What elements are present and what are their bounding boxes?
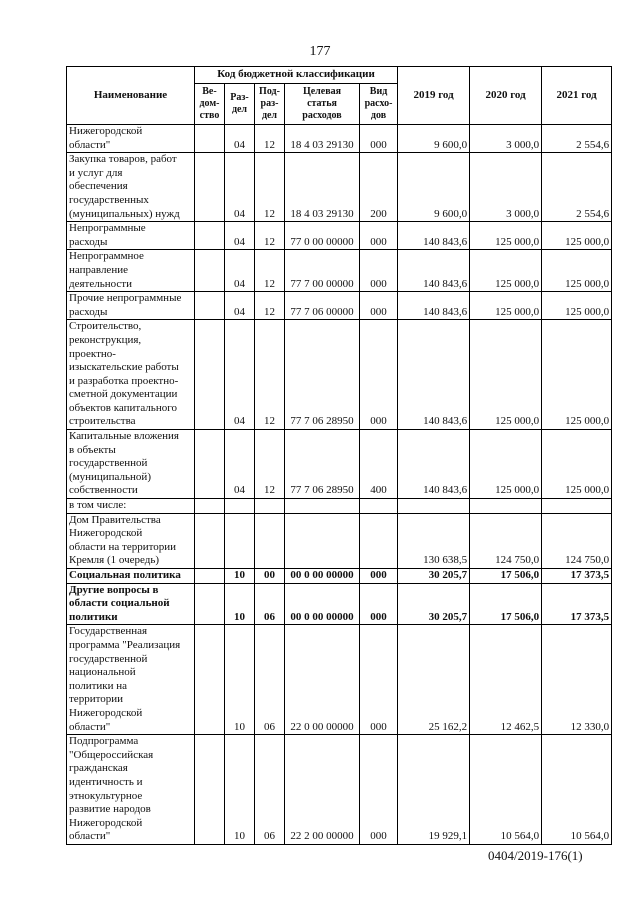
row-vid xyxy=(360,499,398,514)
row-razdel: 10 xyxy=(225,569,255,584)
row-2019: 30 205,7 xyxy=(398,583,470,625)
row-razdel: 04 xyxy=(225,222,255,250)
row-podrazdel: 06 xyxy=(255,625,285,735)
row-target xyxy=(285,513,360,568)
row-vedomstvo xyxy=(195,222,225,250)
row-vid: 000 xyxy=(360,569,398,584)
row-name: Прочие непрограммные расходы xyxy=(67,292,195,320)
document-code: 0404/2019-176(1) xyxy=(488,848,583,863)
row-2021: 17 373,5 xyxy=(542,569,612,584)
row-target: 77 7 06 28950 xyxy=(285,430,360,499)
row-vid: 000 xyxy=(360,735,398,845)
row-vid xyxy=(360,513,398,568)
row-target: 00 0 00 00000 xyxy=(285,569,360,584)
row-2021: 2 554,6 xyxy=(542,153,612,222)
row-name: Строительство, реконструкция, проектно- изыскательские работы и разработка проектно- сметной документации объектов капитального строительства xyxy=(67,320,195,430)
row-vedomstvo xyxy=(195,513,225,568)
row-vid: 000 xyxy=(360,320,398,430)
row-vid: 000 xyxy=(360,292,398,320)
table-row xyxy=(67,625,612,735)
header-target: Целевая статья расходов xyxy=(285,84,360,125)
row-2020: 10 564,0 xyxy=(470,735,542,845)
row-podrazdel: 06 xyxy=(255,735,285,845)
table-row xyxy=(67,292,612,320)
row-target: 77 0 00 00000 xyxy=(285,222,360,250)
header-2021: 2021 год xyxy=(542,67,612,125)
row-name: Нижегородской области" xyxy=(67,125,195,153)
row-name: Капитальные вложения в объекты государственной (муниципальной) собственности xyxy=(67,430,195,499)
row-podrazdel: 12 xyxy=(255,292,285,320)
row-2020: 124 750,0 xyxy=(470,513,542,568)
row-name: Другие вопросы в области социальной политики xyxy=(67,583,195,625)
header-row-group xyxy=(67,67,612,84)
header-name: Наименование xyxy=(67,67,195,125)
row-2020: 17 506,0 xyxy=(470,569,542,584)
row-target: 00 0 00 00000 xyxy=(285,583,360,625)
table-row xyxy=(67,125,612,153)
page-number: 177 xyxy=(309,44,331,59)
row-2020 xyxy=(470,499,542,514)
header-2019: 2019 год xyxy=(398,67,470,125)
row-2021: 125 000,0 xyxy=(542,320,612,430)
row-podrazdel: 06 xyxy=(255,583,285,625)
row-vedomstvo xyxy=(195,320,225,430)
row-2020: 125 000,0 xyxy=(470,292,542,320)
row-2021: 124 750,0 xyxy=(542,513,612,568)
row-vid: 000 xyxy=(360,125,398,153)
row-2019: 9 600,0 xyxy=(398,153,470,222)
row-2021: 125 000,0 xyxy=(542,222,612,250)
row-vid: 000 xyxy=(360,250,398,292)
row-2019: 140 843,6 xyxy=(398,320,470,430)
row-2020: 17 506,0 xyxy=(470,583,542,625)
row-razdel: 04 xyxy=(225,320,255,430)
row-name: Подпрограмма "Общероссийская гражданская идентичность и этнокультурное развитие народов Нижегородской области" xyxy=(67,735,195,845)
table-row xyxy=(67,499,612,514)
header-code-group: Код бюджетной классификации xyxy=(195,67,398,84)
row-vid: 000 xyxy=(360,625,398,735)
row-target xyxy=(285,499,360,514)
header-razdel: Раз- дел xyxy=(225,84,255,125)
row-vid: 400 xyxy=(360,430,398,499)
row-name: в том числе: xyxy=(67,499,195,514)
row-2020: 125 000,0 xyxy=(470,250,542,292)
row-name: Непрограммные расходы xyxy=(67,222,195,250)
row-2020: 125 000,0 xyxy=(470,222,542,250)
row-2021: 17 373,5 xyxy=(542,583,612,625)
row-podrazdel: 12 xyxy=(255,250,285,292)
row-vedomstvo xyxy=(195,430,225,499)
row-razdel: 04 xyxy=(225,250,255,292)
row-2019: 130 638,5 xyxy=(398,513,470,568)
row-podrazdel xyxy=(255,513,285,568)
budget-table xyxy=(66,66,612,845)
row-razdel: 10 xyxy=(225,625,255,735)
row-razdel: 04 xyxy=(225,153,255,222)
row-podrazdel: 12 xyxy=(255,320,285,430)
row-name: Государственная программа "Реализация государственной национальной политики на территории Нижегородской области" xyxy=(67,625,195,735)
row-target: 18 4 03 29130 xyxy=(285,125,360,153)
row-2019: 9 600,0 xyxy=(398,125,470,153)
table-body xyxy=(67,125,612,845)
header-vid: Вид расхо- дов xyxy=(360,84,398,125)
table-row xyxy=(67,583,612,625)
row-vid: 200 xyxy=(360,153,398,222)
table-row xyxy=(67,153,612,222)
row-razdel: 10 xyxy=(225,735,255,845)
row-target: 77 7 06 28950 xyxy=(285,320,360,430)
row-2019 xyxy=(398,499,470,514)
row-2019: 140 843,6 xyxy=(398,250,470,292)
row-2021: 125 000,0 xyxy=(542,292,612,320)
row-razdel: 10 xyxy=(225,583,255,625)
row-2020: 3 000,0 xyxy=(470,153,542,222)
row-razdel: 04 xyxy=(225,430,255,499)
row-vedomstvo xyxy=(195,569,225,584)
row-target: 22 0 00 00000 xyxy=(285,625,360,735)
row-podrazdel: 12 xyxy=(255,430,285,499)
table-row xyxy=(67,320,612,430)
row-vid: 000 xyxy=(360,222,398,250)
row-2019: 30 205,7 xyxy=(398,569,470,584)
header-2020: 2020 год xyxy=(470,67,542,125)
table-row xyxy=(67,430,612,499)
row-2019: 140 843,6 xyxy=(398,292,470,320)
row-podrazdel: 00 xyxy=(255,569,285,584)
table-row xyxy=(67,222,612,250)
row-vedomstvo xyxy=(195,250,225,292)
row-name: Дом Правительства Нижегородской области на территории Кремля (1 очередь) xyxy=(67,513,195,568)
row-podrazdel: 12 xyxy=(255,125,285,153)
row-target: 18 4 03 29130 xyxy=(285,153,360,222)
row-2019: 140 843,6 xyxy=(398,430,470,499)
row-vid: 000 xyxy=(360,583,398,625)
row-2019: 19 929,1 xyxy=(398,735,470,845)
row-vedomstvo xyxy=(195,125,225,153)
row-2019: 140 843,6 xyxy=(398,222,470,250)
row-2021: 10 564,0 xyxy=(542,735,612,845)
row-vedomstvo xyxy=(195,583,225,625)
table-row xyxy=(67,250,612,292)
row-razdel xyxy=(225,499,255,514)
row-2021: 125 000,0 xyxy=(542,250,612,292)
row-vedomstvo xyxy=(195,499,225,514)
header-vedomstvo: Ве- дом- ство xyxy=(195,84,225,125)
row-vedomstvo xyxy=(195,153,225,222)
header-podrazdel: Под- раз- дел xyxy=(255,84,285,125)
row-vedomstvo xyxy=(195,625,225,735)
row-razdel: 04 xyxy=(225,125,255,153)
row-name: Закупка товаров, работ и услуг для обеспечения государственных (муниципальных) нужд xyxy=(67,153,195,222)
row-target: 77 7 00 00000 xyxy=(285,250,360,292)
row-name: Непрограммное направление деятельности xyxy=(67,250,195,292)
row-2020: 125 000,0 xyxy=(470,430,542,499)
row-target: 22 2 00 00000 xyxy=(285,735,360,845)
row-vedomstvo xyxy=(195,292,225,320)
row-podrazdel: 12 xyxy=(255,222,285,250)
table-row xyxy=(67,513,612,568)
row-2021: 12 330,0 xyxy=(542,625,612,735)
row-razdel: 04 xyxy=(225,292,255,320)
row-2020: 125 000,0 xyxy=(470,320,542,430)
row-podrazdel xyxy=(255,499,285,514)
row-2021 xyxy=(542,499,612,514)
row-2021: 2 554,6 xyxy=(542,125,612,153)
table-row xyxy=(67,569,612,584)
row-2020: 12 462,5 xyxy=(470,625,542,735)
row-podrazdel: 12 xyxy=(255,153,285,222)
table-row xyxy=(67,735,612,845)
row-vedomstvo xyxy=(195,735,225,845)
row-name: Социальная политика xyxy=(67,569,195,584)
row-2019: 25 162,2 xyxy=(398,625,470,735)
row-razdel xyxy=(225,513,255,568)
row-2020: 3 000,0 xyxy=(470,125,542,153)
row-target: 77 7 06 00000 xyxy=(285,292,360,320)
row-2021: 125 000,0 xyxy=(542,430,612,499)
